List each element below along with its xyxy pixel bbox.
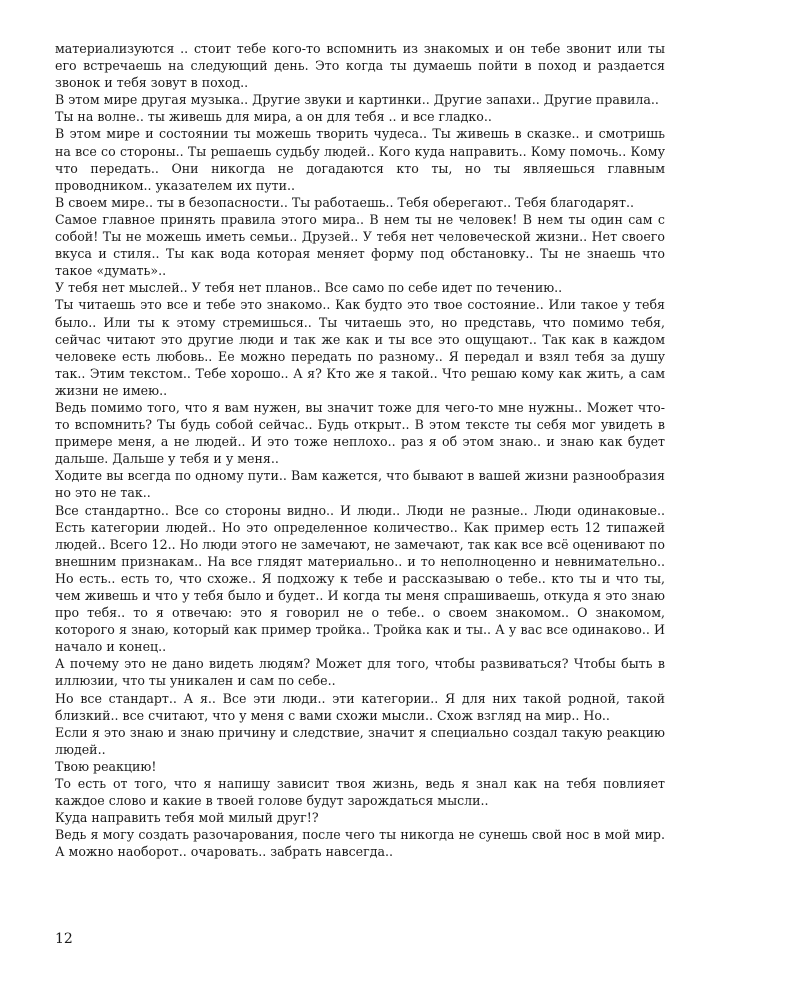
paragraph-8: Ты читаешь это все и тебе это знакомо.. Как будто это твое состояние.. Или такое у тебя было.. Или ты к этому стремишься.. Ты читаешь это, но представь, что помимо тебя, сейчас читают это другие люди и так же как и ты все это ощущают.. Так как в каждом человеке есть любовь.. Ее можно передать по разному.. Я передал и взял тебя за душу так.. Этим текстом.. Тебе хорошо.. А я? Кто же я такой.. Что решаю кому как жить, а сам жизни не имею..	[55, 297, 665, 398]
paragraph-14: Если я это знаю и знаю причину и следствие, значит я специально создал такую реакцию людей..	[55, 724, 665, 757]
paragraph-11: Все стандартно.. Все со стороны видно.. И люди.. Люди не разные.. Люди одинаковые.. Есть категории людей.. Но это определенное количество.. Как пример есть 12 типажей людей.. Всего 12.. Но люди этого не замечают, не замечают, так как все всё оценивают по внешним признакам.. На все глядят материально.. и то неполноценно и невнимательно.. Но есть.. есть то, что схоже.. Я подхожу к тебе и рассказываю о тебе.. кто ты и что ты, чем живешь и что у тебя было и будет.. И когда ты меня спрашиваешь, откуда я это знаю про тебя.. то я отвечаю: это я говорил не о тебе.. о своем знакомом.. О знакомом, которого я знаю, который как пример тройка.. Тройка как и ты.. А у вас все одинаково.. И начало и конец..	[55, 502, 665, 655]
paragraph-12: А почему это не дано видеть людям? Может для того, чтобы развиваться? Чтобы быть в иллюзии, что ты уникален и сам по себе..	[55, 656, 665, 689]
paragraph-1: материализуются .. стоит тебе кого-то вспомнить из знакомых и он тебе звонит или ты его встречаешь на следующий день. Это когда ты думаешь пойти в поход и раздается звонок и тебя зовут в поход..	[55, 41, 665, 91]
paragraph-2: В этом мире другая музыка.. Другие звуки и картинки.. Другие запахи.. Другие правила..	[55, 92, 659, 108]
paragraph-3: Ты на волне.. ты живешь для мира, а он для тебя .. и все гладко..	[55, 109, 492, 125]
paragraph-9: Ведь помимо того, что я вам нужен, вы значит тоже для чего-то мне нужны.. Может что-то вспомнить? Ты будь собой сейчас.. Будь открыт.. В этом тексте ты себя мог увидеть в примере меня, а не людей.. И это тоже неплохо.. раз я об этом знаю.. и знаю как будет дальше. Дальше у тебя и у меня..	[55, 399, 665, 467]
page-number: 12	[55, 931, 73, 947]
paragraph-17: Куда направить тебя мой милый друг!?	[55, 810, 319, 826]
paragraph-4: В этом мире и состоянии ты можешь творить чудеса.. Ты живешь в сказке.. и смотришь на все со стороны.. Ты решаешь судьбу людей.. Кого куда направить.. Кому помочь.. Кому что передать.. Они никогда не догадаются кто ты, но ты являешься главным проводником.. указателем их пути..	[55, 126, 665, 193]
paragraph-16: То есть от того, что я напишу зависит твоя жизнь, ведь я знал как на тебя повлияет каждое слово и какие в твоей голове будут зарождаться мысли..	[55, 776, 665, 809]
paragraph-15: Твою реакцию!	[55, 758, 157, 774]
paragraph-18: Ведь я могу создать разочарования, после чего ты никогда не сунешь свой нос в мой мир. А можно наоборот.. очаровать.. забрать навсегда..	[55, 827, 665, 860]
paragraph-5: В своем мире.. ты в безопасности.. Ты работаешь.. Тебя оберегают.. Тебя благодарят..	[55, 194, 634, 210]
page-body	[55, 40, 665, 861]
paragraph-6: Самое главное принять правила этого мира.. В нем ты не человек! В нем ты один сам с собой! Ты не можешь иметь семьи.. Друзей.. У тебя нет человеческой жизни.. Нет своего вкуса и стиля.. Ты как вода которая меняет форму под обстановку.. Ты не знаешь что такое «думать»..	[55, 211, 665, 279]
paragraph-13: Но все стандарт.. А я.. Все эти люди.. эти категории.. Я для них такой родной, такой близкий.. все считают, что у меня с вами схожи мысли.. Схож взгляд на мир.. Но..	[55, 690, 665, 723]
paragraph-10: Ходите вы всегда по одному пути.. Вам кажется, что бывают в вашей жизни разнообразия но это не так..	[55, 468, 665, 501]
paragraph-7: У тебя нет мыслей.. У тебя нет планов.. Все само по себе идет по течению..	[55, 280, 563, 296]
